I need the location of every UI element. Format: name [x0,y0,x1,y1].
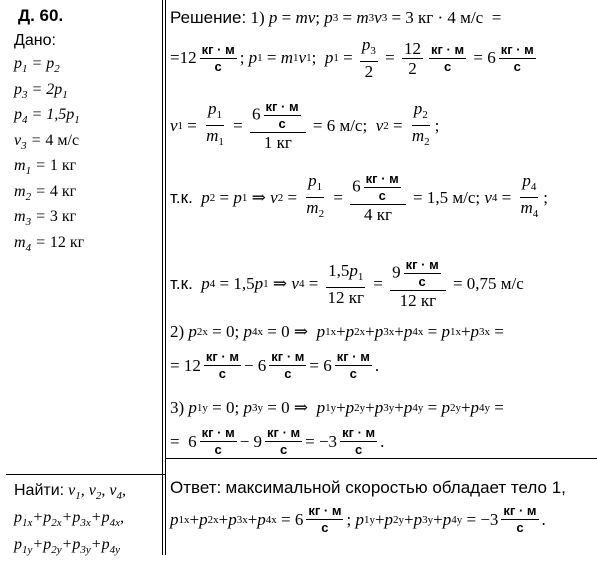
given-item-6: $m_2 = 4$ кг [14,182,77,203]
problem-title: Д. 60. [18,6,64,25]
given-item-8: $m_4 = 12$ кг [14,233,85,254]
solution-line-2: =12 $\frac{кг \cdot м}{с}$ ; p 1 = m 1 v 1 ; p 1 = $\frac{p_3}{2}$ = $\frac{12}{2}$ $\frac{кг \cdot м}{с}$ = 6 $\frac{кг \cdot м}{с}$ [170,35,534,81]
given-label: Дано: [14,32,56,49]
solution-step-2: 2) p 2x = 0; p 4x = 0 ⇒ p 1x + p 2x + p 3x + p 4x = p 1x + p 3x = [170,322,504,341]
solution-line-v2: т.к. p 2 = p 1 ⇒ v 2 = $\frac{p_1}{m_2}$ = 6 $\frac{кг \cdot м}{с}$ 4 кг = 1,5 м/с; v 4 = $\frac{p_4}{m_4}$ ; [170,171,548,224]
solution-label: Решение: [170,8,247,27]
tk-label-2: т.к. [170,273,193,293]
solution-step-2b: = 12 $\frac{кг \cdot м}{с}$ − 6 $\frac{кг \cdot м}{с}$ = 6 $\frac{кг \cdot м}{с}$ . [170,349,380,381]
answer-text: максимальной скоростью обладает тело 1, [225,478,566,497]
answer-line-1 [170,478,566,498]
answer-label: Ответ: [170,478,222,497]
given-item-7: $m_3 = 3$ кг [14,208,77,228]
solution-step-3: 3) p 1y = 0; p 3y = 0 ⇒ p 1y + p 2y + p 3y + p 4y = p 2y + p 4y = [170,398,504,417]
solution-line-1: Решение: 1) p = mv ; p 3 = m 3 v 3 = 3 кг · 4 м/с = [170,8,502,27]
given-item-5: $m_1 = 1$ кг [14,157,77,177]
given-item-3: $p_4 = 1,5p_1$ [14,106,80,126]
find-block: Найти: $v_1$, $v_2$, $v_4$, $p_{1x}+p_{2x}+p_{3x}+p_{4x}$, $p_{1y}+p_{2y}+p_{3y}+p_{4y}$ [14,482,126,556]
solution-step-3b: = 6 $\frac{кг \cdot м}{с}$ − 9 $\frac{кг \cdot м}{с}$ = −3 $\frac{кг \cdot м}{с}$ . [170,425,385,457]
answer-separator-line [166,458,597,459]
answer-line-2: p 1x + p 2x + p 3x + p 4x = 6 $\frac{кг \cdot м}{с}$ ; p 1y + p 2y + p 3y + p 4y = −3 $\frac{кг \cdot м}{с}$ . [170,503,546,535]
left-column-divider [162,0,163,555]
solution-line-v4: т.к. p 4 = 1,5 p 1 ⇒ v 4 = $\frac{1,5p_1}{12 кг}$ = 9 $\frac{кг \cdot м}{с}$ 12 кг = 0,75 м/с [170,257,524,310]
given-item-4: $v_3 = 4$ м/с [14,131,80,152]
given-list [14,54,84,258]
solution-line-v1: v 1 = $\frac{p_1}{m_1}$ = 6 $\frac{кг \cdot м}{с}$ 1 кг = 6 м/с; v 2 = $\frac{p_2}{m_2}$ ; [170,99,440,152]
find-separator-line [6,474,166,475]
given-item-2: $p_3 = 2p_1$ [14,80,68,101]
tk-label-1: т.к. [170,187,193,207]
left-column-divider-2 [165,0,166,555]
given-item-1: $p_1 = p_2$ [14,55,60,75]
find-label: Найти: [14,482,65,499]
